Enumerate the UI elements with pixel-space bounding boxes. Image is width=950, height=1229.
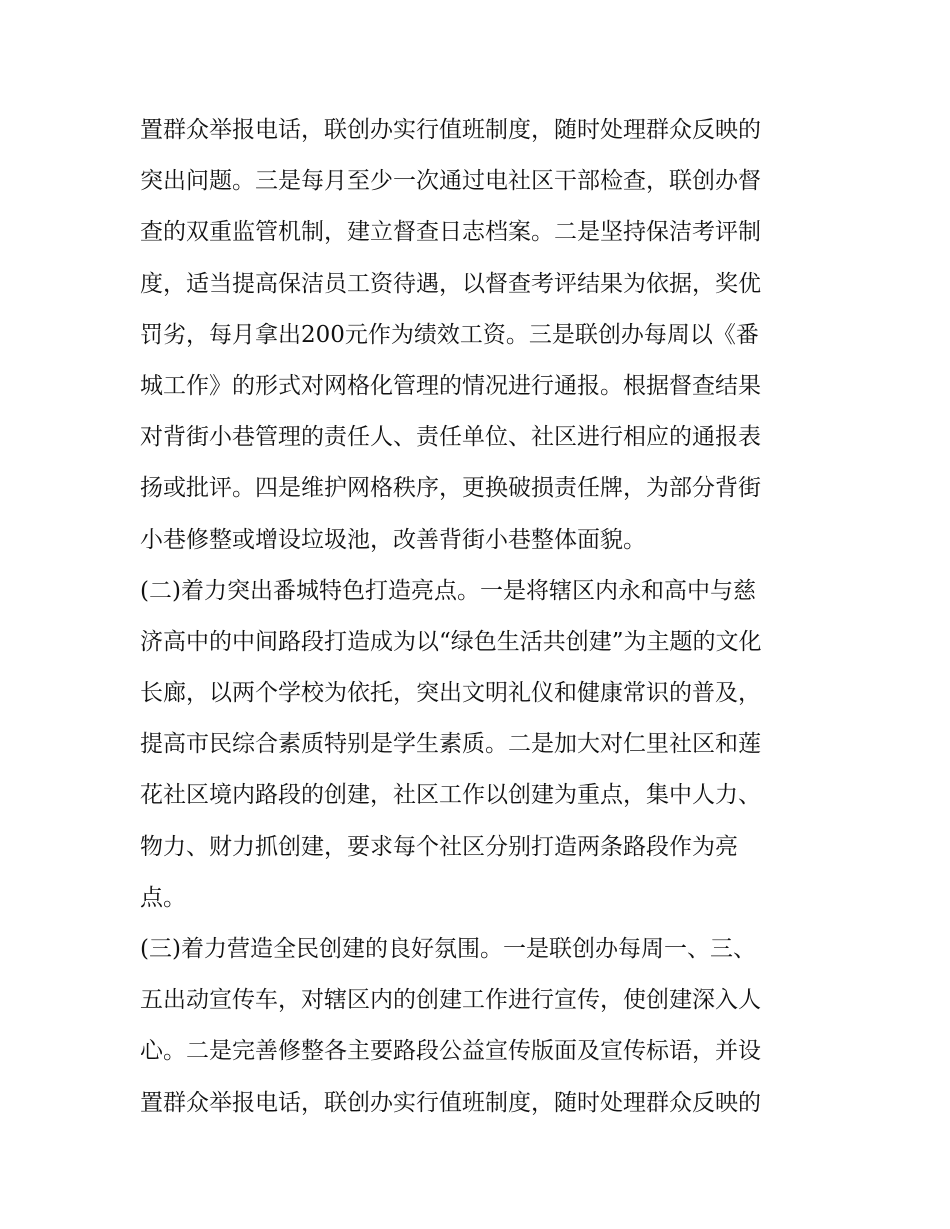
text-line: 小巷修整或增设垃圾池，改善背街小巷整体面貌。: [140, 526, 646, 553]
section-heading-line: (二)着力突出番城特色打造亮点。一是将辖区内永和高中与慈: [140, 577, 756, 604]
text-line: 对背街小巷管理的责任人、责任单位、社区进行相应的通报表: [140, 424, 761, 451]
text-line: 突出问题。三是每月至少一次通过电社区干部检查，联创办督: [140, 168, 761, 195]
section-heading-line: (三)着力营造全民创建的良好氛围。一是联创办每周一、三、: [140, 936, 756, 962]
text-line: 花社区境内路段的创建，社区工作以创建为重点，集中人力、: [140, 782, 761, 809]
text-line: 度，适当提高保洁员工资待遇，以督查考评结果为依据，奖优: [140, 270, 761, 297]
text-line: 心。二是完善修整各主要路段公益宣传版面及宣传标语，并设: [140, 1038, 761, 1065]
document-body: [140, 107, 820, 1131]
text-line: 提高市民综合素质特别是学生素质。二是加大对仁里社区和莲: [140, 731, 761, 758]
text-line: 置群众举报电话，联创办实行值班制度，随时处理群众反映的: [140, 117, 761, 143]
text-line: 罚劣，每月拿出200元作为绩效工资。三是联创办每周以《番: [140, 321, 759, 348]
text-line: 长廊，以两个学校为依托，突出文明礼仪和健康常识的普及，: [140, 680, 761, 707]
text-line: 扬或批评。四是维护网格秩序，更换破损责任牌，为部分背街: [140, 475, 761, 502]
text-line: 城工作》的形式对网格化管理的情况进行通报。根据督查结果: [140, 372, 761, 399]
text-line: 查的双重监管机制，建立督查日志档案。二是坚持保洁考评制: [140, 219, 761, 246]
text-line: 物力、财力抓创建，要求每个社区分别打造两条路段作为亮: [140, 833, 738, 860]
text-line: 五出动宣传车，对辖区内的创建工作进行宣传，使创建深入人: [140, 987, 761, 1014]
text-line: 点。: [140, 884, 186, 911]
text-line: 置群众举报电话，联创办实行值班制度，随时处理群众反映的: [140, 1089, 761, 1116]
text-line: 济高中的中间路段打造成为以“绿色生活共创建”为主题的文化: [140, 628, 762, 655]
